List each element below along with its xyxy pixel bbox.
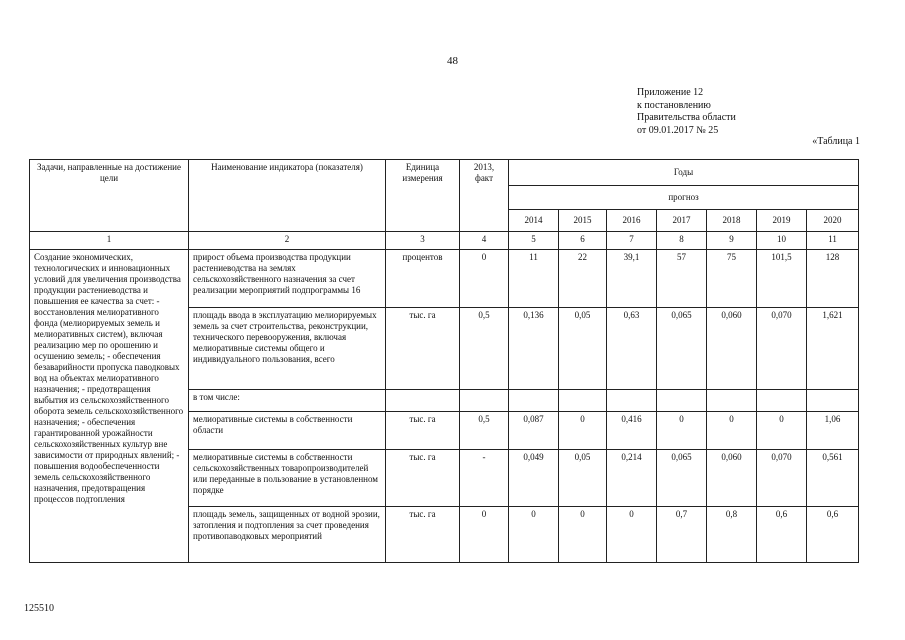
value-cell: 0,087	[509, 412, 559, 450]
value-cell: 0,8	[707, 507, 757, 563]
column-number: 9	[707, 232, 757, 250]
annex-line: к постановлению	[637, 99, 711, 111]
indicator-name: в том числе:	[189, 390, 386, 412]
value-cell: 0,05	[559, 450, 607, 507]
header-years: Годы	[509, 160, 859, 186]
value-cell: 0,6	[807, 507, 859, 563]
column-number: 8	[657, 232, 707, 250]
value-cell: 57	[657, 250, 707, 308]
value-cell: 0	[559, 412, 607, 450]
value-cell: 0,065	[657, 308, 707, 390]
header-year: 2017	[657, 210, 707, 232]
value-cell: 0,6	[757, 507, 807, 563]
header-tasks: Задачи, направленные на достижение цели	[30, 160, 189, 232]
column-number: 5	[509, 232, 559, 250]
indicator-name: мелиоративные системы в собственности сельскохозяйственных товаропроизводителей или переданные в пользование в установленном порядке	[189, 450, 386, 507]
unit-cell: тыс. га	[386, 450, 460, 507]
annex-block	[637, 87, 736, 137]
unit-cell: тыс. га	[386, 507, 460, 563]
value-cell	[509, 390, 559, 412]
column-number: 7	[607, 232, 657, 250]
header-year: 2020	[807, 210, 859, 232]
column-number: 4	[460, 232, 509, 250]
value-cell: 39,1	[607, 250, 657, 308]
value-cell: 1,621	[807, 308, 859, 390]
indicator-name: прирост объема производства продукции растениеводства на землях сельскохозяйственного назначения за счет реализации мероприятий подпрограммы 16	[189, 250, 386, 308]
value-cell	[559, 390, 607, 412]
value-cell: 0,070	[757, 450, 807, 507]
column-number: 3	[386, 232, 460, 250]
annex-line: Правительства области	[637, 112, 736, 123]
value-cell	[807, 390, 859, 412]
value-cell: 0,049	[509, 450, 559, 507]
value-cell: 0	[757, 412, 807, 450]
value-cell: 0	[509, 507, 559, 563]
value-cell: 0,060	[707, 308, 757, 390]
column-number: 1	[30, 232, 189, 250]
header-year: 2016	[607, 210, 657, 232]
value-cell: 0,065	[657, 450, 707, 507]
header-2013-fact: 2013, факт	[460, 160, 509, 232]
table-caption: «Таблица 1	[812, 136, 860, 147]
value-cell: 11	[509, 250, 559, 308]
value-cell: 22	[559, 250, 607, 308]
indicator-name: мелиоративные системы в собственности области	[189, 412, 386, 450]
column-number: 6	[559, 232, 607, 250]
unit-cell	[386, 390, 460, 412]
fact-cell: 0,5	[460, 412, 509, 450]
annex-line: от 09.01.2017 № 25	[637, 124, 719, 136]
header-year: 2015	[559, 210, 607, 232]
value-cell: 0,7	[657, 507, 707, 563]
header-unit: Единица измерения	[386, 160, 460, 232]
column-number: 2	[189, 232, 386, 250]
unit-cell: тыс. га	[386, 308, 460, 390]
value-cell: 0	[707, 412, 757, 450]
page-number: 48	[447, 55, 458, 67]
value-cell	[607, 390, 657, 412]
value-cell: 101,5	[757, 250, 807, 308]
value-cell: 0,63	[607, 308, 657, 390]
value-cell	[657, 390, 707, 412]
fact-cell: 0	[460, 507, 509, 563]
value-cell: 0	[559, 507, 607, 563]
header-year: 2018	[707, 210, 757, 232]
value-cell: 0,05	[559, 308, 607, 390]
task-description: Создание экономических, технологических и инновационных условий для увеличения производства продукции растениеводства и повышения ее качества за счет: - восстановления мелиоративного фонда (мелиорируемых земель и мелиоративных систем), включая реализацию мер по орошению и осушению земель; - обеспечения безаварийности пропуска паводковых вод на объектах мелиоративного назначения; - предотвращения выбытия из сельскохозяйственного оборота земель сельскохозяйственного назначения; - обеспечения гарантированной урожайности сельскохозяйственных культур вне зависимости от природных явлений; - повышения водообеспеченности земель сельскохозяйственного назначения, предотвращения процессов подтопления	[30, 250, 189, 563]
column-number: 11	[807, 232, 859, 250]
fact-cell	[460, 390, 509, 412]
value-cell: 0	[607, 507, 657, 563]
fact-cell: 0	[460, 250, 509, 308]
value-cell: 0	[657, 412, 707, 450]
indicator-name: площадь ввода в эксплуатацию мелиорируемых земель за счет строительства, реконструкции, технического перевооружения, включая мелиоративные системы общего и индивидуального пользования, всего	[189, 308, 386, 390]
column-number: 10	[757, 232, 807, 250]
indicators-table	[29, 159, 859, 563]
value-cell	[707, 390, 757, 412]
value-cell: 0,136	[509, 308, 559, 390]
indicator-name: площадь земель, защищенных от водной эрозии, затопления и подтопления за счет проведения противопаводковых мероприятий	[189, 507, 386, 563]
value-cell: 0,070	[757, 308, 807, 390]
header-year: 2014	[509, 210, 559, 232]
value-cell: 0,561	[807, 450, 859, 507]
fact-cell: -	[460, 450, 509, 507]
header-year: 2019	[757, 210, 807, 232]
header-forecast: прогноз	[509, 186, 859, 210]
annex-line: Приложение 12	[637, 87, 704, 98]
value-cell: 0,060	[707, 450, 757, 507]
value-cell: 1,06	[807, 412, 859, 450]
unit-cell: процентов	[386, 250, 460, 308]
value-cell	[757, 390, 807, 412]
value-cell: 128	[807, 250, 859, 308]
header-indicator: Наименование индикатора (показателя)	[189, 160, 386, 232]
unit-cell: тыс. га	[386, 412, 460, 450]
value-cell: 0,214	[607, 450, 657, 507]
table-row	[30, 250, 859, 308]
fact-cell: 0,5	[460, 308, 509, 390]
value-cell: 0,416	[607, 412, 657, 450]
footer-code: 125510	[24, 603, 54, 614]
value-cell: 75	[707, 250, 757, 308]
